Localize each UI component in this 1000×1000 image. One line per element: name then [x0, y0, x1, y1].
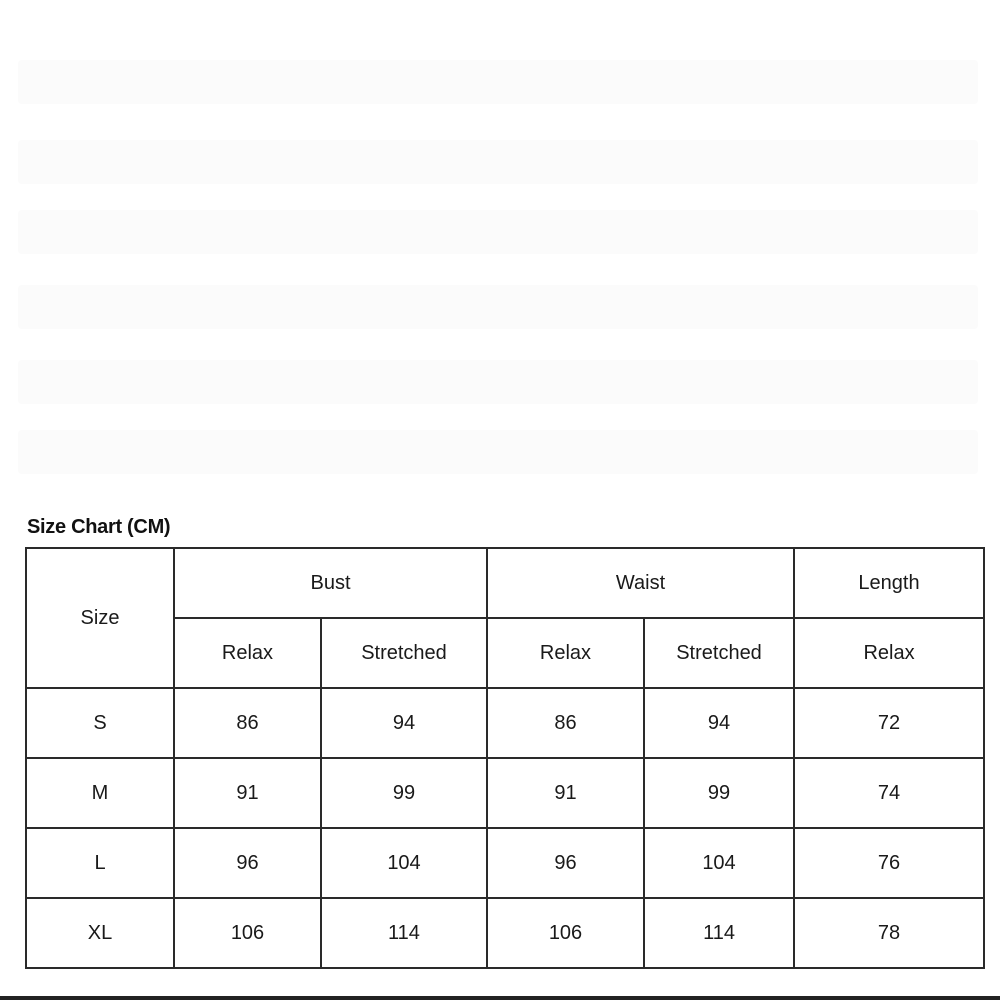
value-cell: 114 — [321, 898, 487, 968]
value-cell: 76 — [794, 828, 984, 898]
table-row — [26, 758, 984, 828]
value-cell: 94 — [644, 688, 794, 758]
size-cell: XL — [26, 898, 174, 968]
header-length: Length — [794, 548, 984, 618]
value-cell: 86 — [174, 688, 321, 758]
value-cell: 104 — [644, 828, 794, 898]
table-row — [26, 898, 984, 968]
header-size: Size — [26, 548, 174, 688]
value-cell: 78 — [794, 898, 984, 968]
sub-header-waist-stretched: Stretched — [644, 618, 794, 688]
faded-line — [18, 285, 978, 329]
value-cell: 106 — [487, 898, 644, 968]
size-cell: L — [26, 828, 174, 898]
value-cell: 96 — [174, 828, 321, 898]
bottom-divider — [0, 996, 1000, 1000]
value-cell: 106 — [174, 898, 321, 968]
value-cell: 91 — [174, 758, 321, 828]
table-row — [26, 828, 984, 898]
value-cell: 91 — [487, 758, 644, 828]
faded-line — [18, 140, 978, 184]
value-cell: 96 — [487, 828, 644, 898]
header-row-groups — [26, 548, 984, 618]
value-cell: 86 — [487, 688, 644, 758]
size-chart-title: Size Chart (CM) — [27, 516, 171, 538]
size-cell: M — [26, 758, 174, 828]
sub-header-length-relax: Relax — [794, 618, 984, 688]
table-row — [26, 688, 984, 758]
value-cell: 99 — [644, 758, 794, 828]
faded-line — [18, 60, 978, 104]
value-cell: 94 — [321, 688, 487, 758]
sub-header-waist-relax: Relax — [487, 618, 644, 688]
size-cell: S — [26, 688, 174, 758]
header-bust: Bust — [174, 548, 487, 618]
sub-header-bust-stretched: Stretched — [321, 618, 487, 688]
faded-line — [18, 360, 978, 404]
value-cell: 74 — [794, 758, 984, 828]
value-cell: 114 — [644, 898, 794, 968]
value-cell: 104 — [321, 828, 487, 898]
faded-line — [18, 430, 978, 474]
value-cell: 99 — [321, 758, 487, 828]
sub-header-bust-relax: Relax — [174, 618, 321, 688]
header-waist: Waist — [487, 548, 794, 618]
value-cell: 72 — [794, 688, 984, 758]
faded-line — [18, 210, 978, 254]
size-chart-table — [25, 547, 985, 969]
